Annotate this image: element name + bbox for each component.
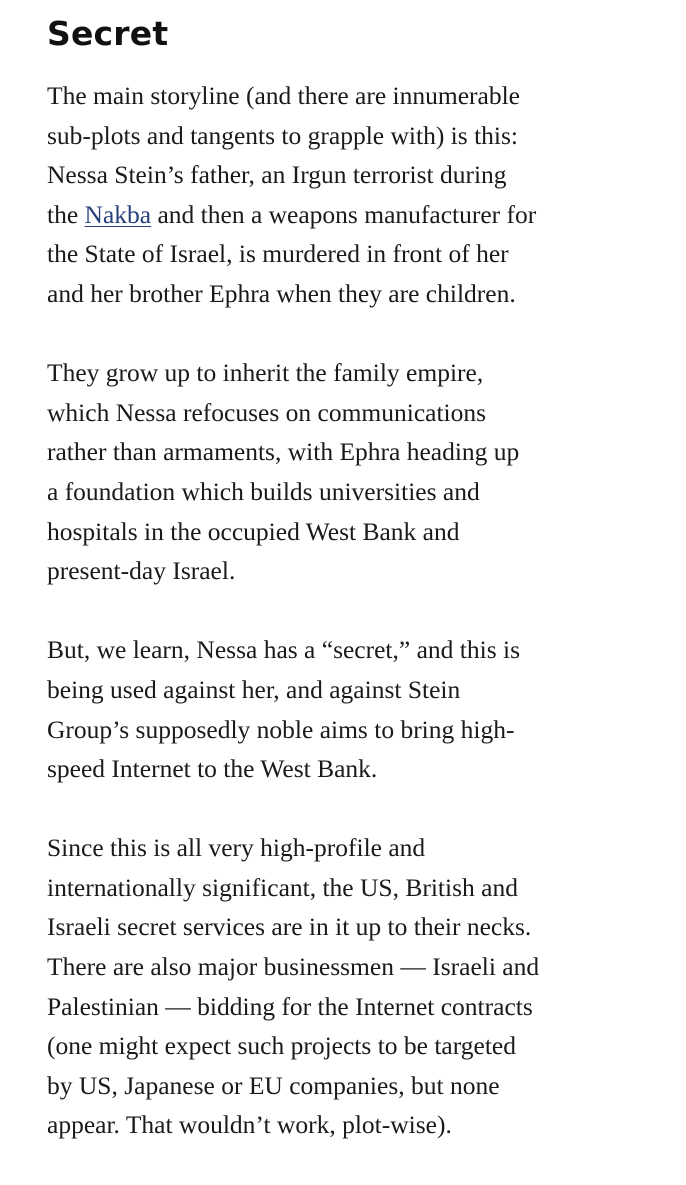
paragraph-line: hospitals in the occupied West Bank and	[47, 516, 460, 546]
paragraph-line: internationally significant, the US, British and	[47, 872, 518, 902]
paragraph-line-with-link	[47, 195, 647, 235]
paragraph-line: Palestinian — bidding for the Internet contracts	[47, 991, 533, 1021]
paragraph-line: speed Internet to the West Bank.	[47, 754, 378, 784]
paragraph-line: There are also major businessmen — Israeli and	[47, 952, 540, 982]
article-body	[47, 12, 647, 1185]
paragraph-3	[47, 630, 647, 788]
paragraph-line: But, we learn, Nessa has a “secret,” and this is	[47, 635, 521, 665]
paragraph-2	[47, 353, 647, 591]
paragraph-line: Israeli secret services are in it up to their necks.	[47, 912, 532, 942]
section-heading: Secret	[47, 14, 169, 53]
paragraph-line: Group’s supposedly noble aims to bring high-	[47, 714, 515, 744]
paragraph-line: present-day Israel.	[47, 556, 236, 586]
paragraph-line: Since this is all very high-profile and	[47, 833, 426, 863]
nakba-link[interactable]: Nakba	[84, 199, 152, 229]
text-after-link: and then a weapons manufacturer for	[151, 199, 537, 229]
paragraph-line: Nessa Stein’s father, an Irgun terrorist during	[47, 160, 507, 190]
paragraph-4	[47, 828, 647, 1145]
paragraph-line: being used against her, and against Stein	[47, 674, 461, 704]
paragraph-1	[47, 76, 647, 314]
paragraph-line: by US, Japanese or EU companies, but none	[47, 1070, 500, 1100]
paragraph-line: which Nessa refocuses on communications	[47, 397, 487, 427]
paragraph-line: rather than armaments, with Ephra heading up	[47, 437, 520, 467]
paragraph-line: appear. That wouldn’t work, plot-wise).	[47, 1110, 452, 1140]
paragraph-line: (one might expect such projects to be targeted	[47, 1031, 516, 1061]
text-before-link: the	[47, 199, 85, 229]
paragraph-line: They grow up to inherit the family empire,	[47, 358, 484, 388]
paragraph-line: sub-plots and tangents to grapple with) is this:	[47, 120, 518, 150]
paragraph-line: The main storyline (and there are innumerable	[47, 81, 520, 110]
paragraph-line: the State of Israel, is murdered in front of her	[47, 239, 509, 269]
paragraph-line: and her brother Ephra when they are children.	[47, 278, 516, 308]
paragraph-line: a foundation which builds universities and	[47, 476, 480, 506]
